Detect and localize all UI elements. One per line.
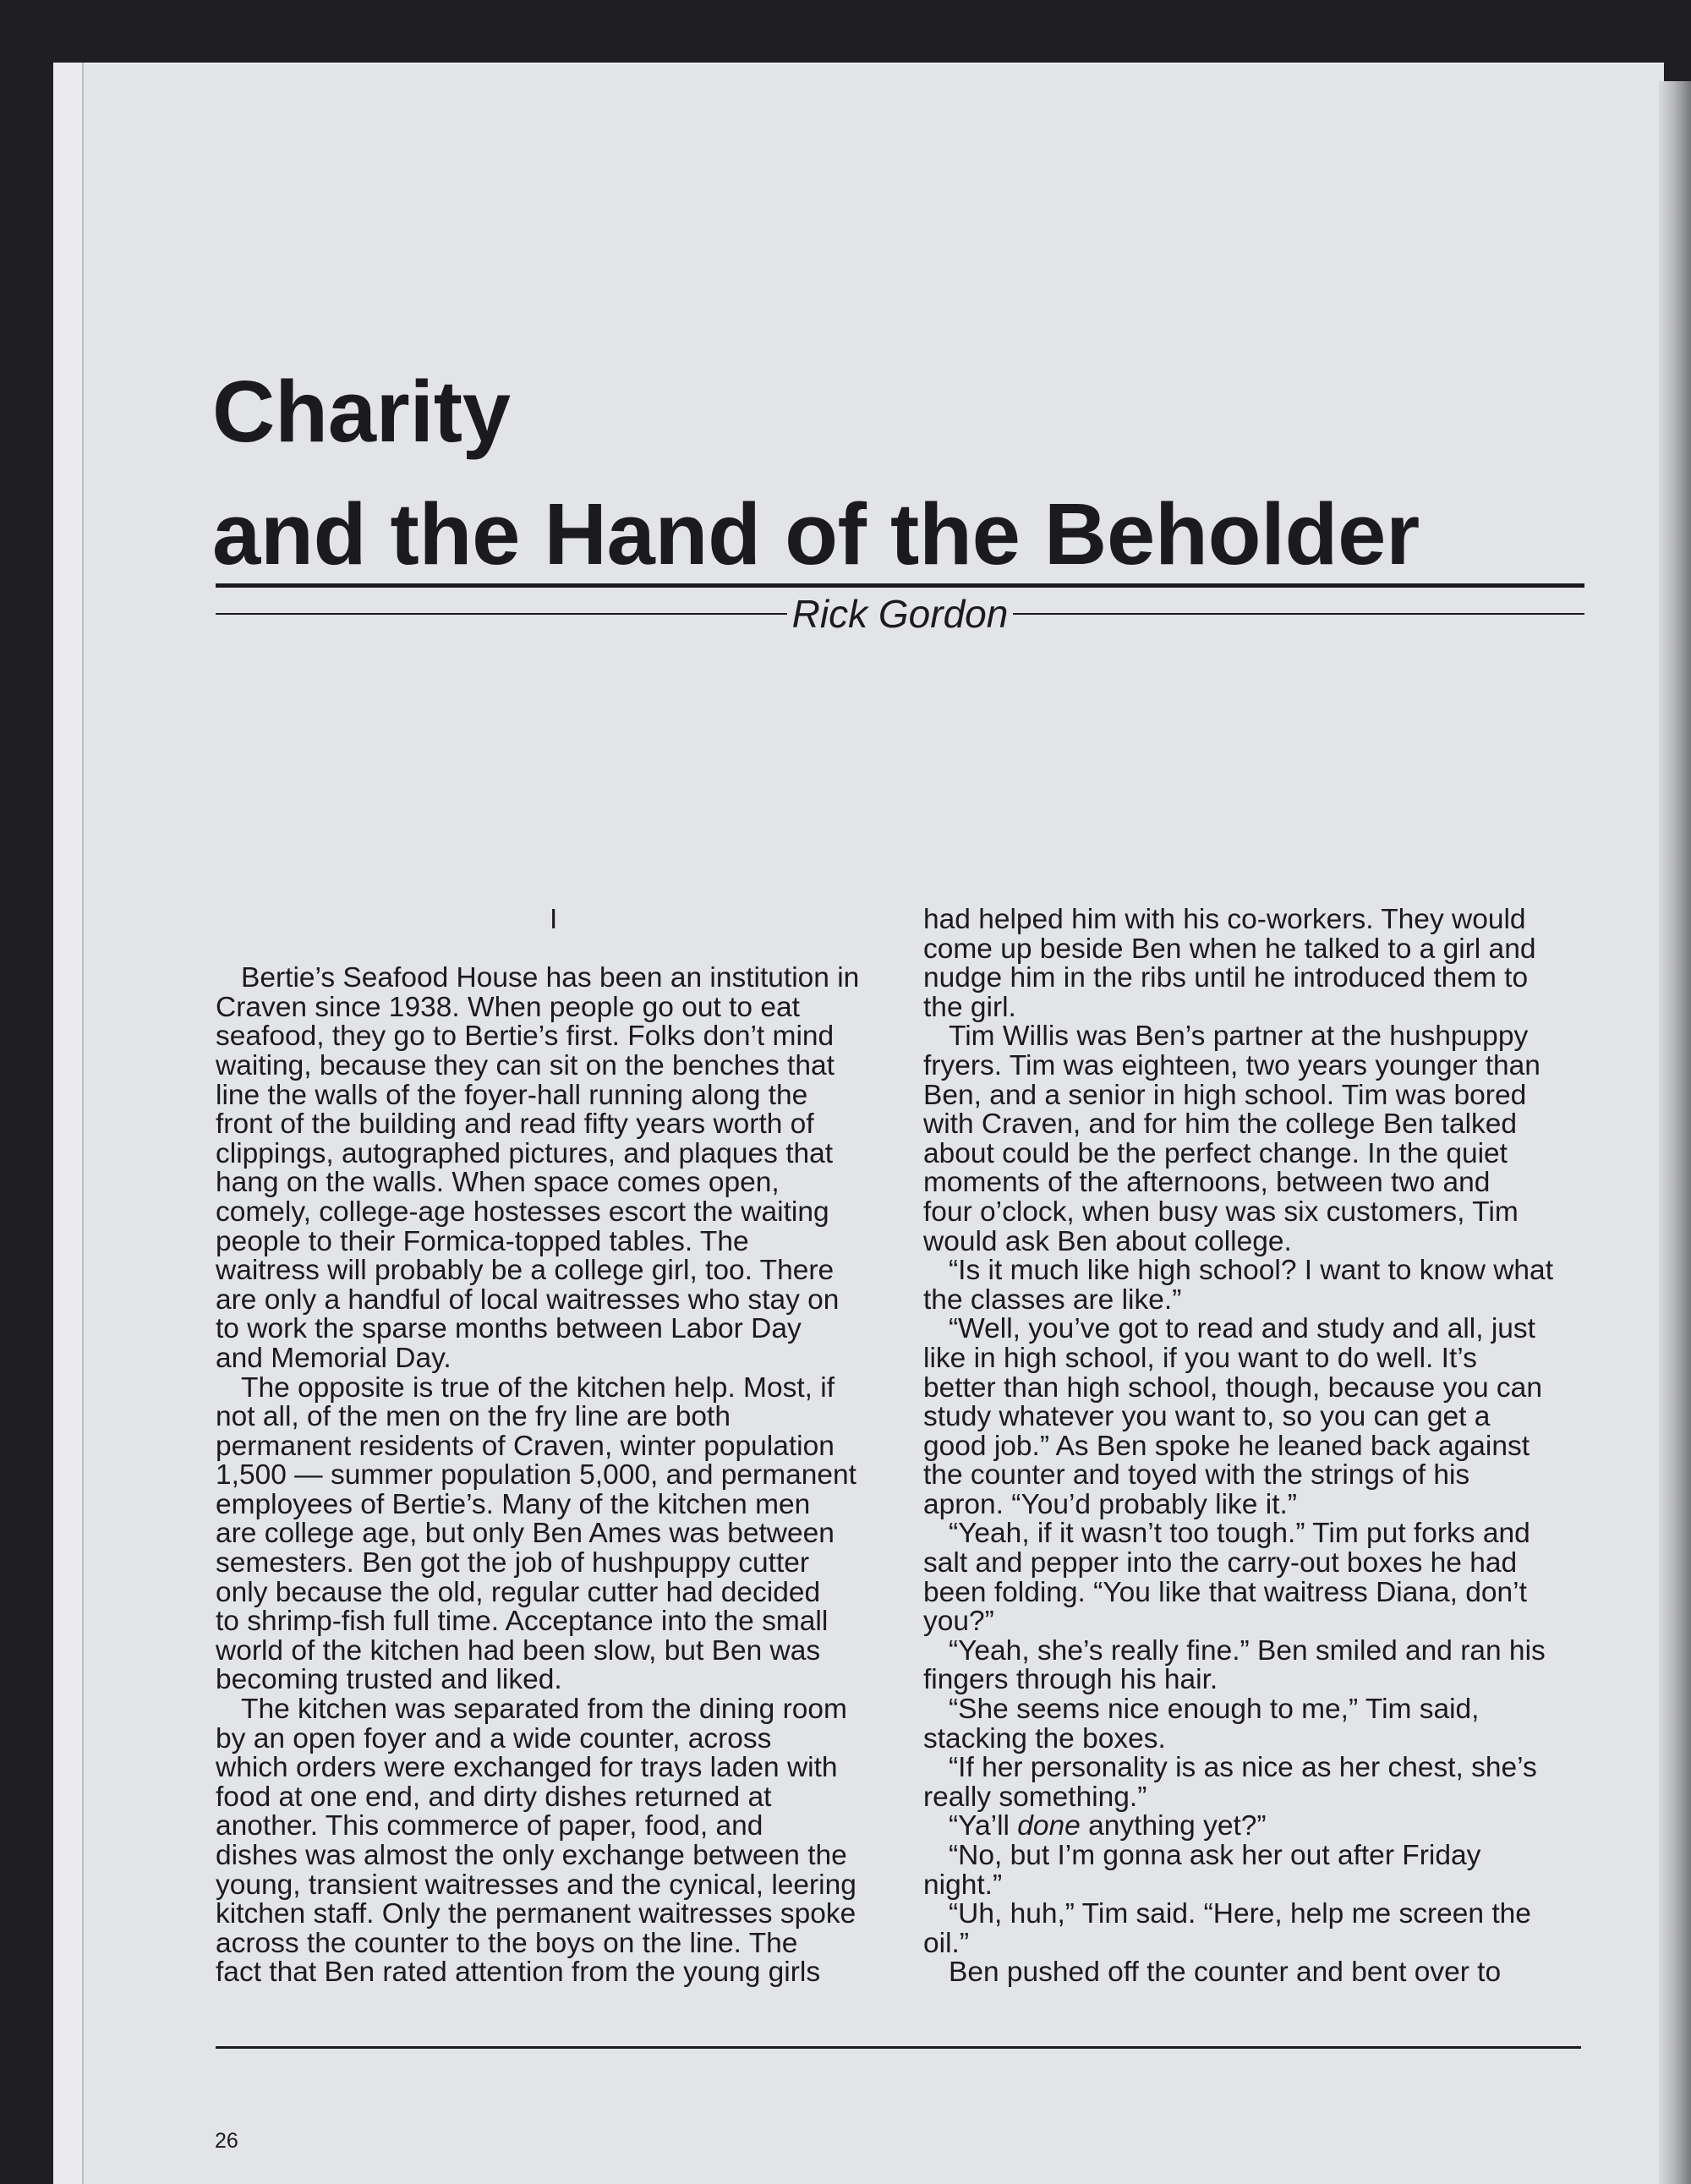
text-line: apron. “You’d probably like it.”	[923, 1488, 1297, 1520]
text-line: permanent residents of Craven, winter population	[216, 1430, 835, 1462]
byline-rule-right	[1013, 613, 1584, 615]
text-line: by an open foyer and a wide counter, across	[216, 1722, 772, 1754]
text-line: comely, college-age hostesses escort the waiting	[216, 1196, 829, 1228]
text-line: moments of the afternoons, between two and	[923, 1167, 1491, 1199]
text-line: front of the building and read fifty years worth of	[216, 1108, 814, 1141]
paragraph	[216, 1695, 875, 1988]
text-line: like in high school, if you want to do well. It’s	[923, 1342, 1477, 1374]
paragraph	[923, 1900, 1591, 1958]
text-line: good job.” As Ben spoke he leaned back against	[923, 1430, 1530, 1462]
text-line: are college age, but only Ben Ames was between	[216, 1518, 835, 1550]
text-line: employees of Bertie’s. Many of the kitchen men	[216, 1488, 811, 1520]
paragraph	[923, 1812, 1591, 1842]
text-line: four o’clock, when busy was six customers, Tim	[923, 1196, 1519, 1228]
text-line: to work the sparse months between Labor Day	[216, 1313, 802, 1345]
text-line: 1,500 — summer population 5,000, and permanent	[216, 1459, 856, 1492]
section-spacer	[216, 935, 875, 965]
text-line: Craven since 1938. When people go out to eat	[216, 991, 800, 1023]
text-line: Ben, and a senior in high school. Tim was bored	[923, 1079, 1527, 1111]
text-line: the classes are like.”	[923, 1284, 1182, 1316]
right-column-body	[923, 906, 1591, 1988]
left-column-body	[216, 964, 875, 1988]
text-line: waitress will probably be a college girl, too. There	[216, 1255, 835, 1287]
text-line: really something.”	[923, 1781, 1147, 1813]
paragraph	[923, 1695, 1591, 1754]
text-line: clippings, autographed pictures, and plaques that	[216, 1137, 834, 1169]
text-line: come up beside Ben when he talked to a girl and	[923, 933, 1536, 965]
page-gutter-shadow	[1659, 81, 1691, 2184]
text-line: fryers. Tim was eighteen, two years younger than	[923, 1049, 1541, 1081]
italic-emphasis: done	[1017, 1810, 1081, 1842]
text-line: seafood, they go to Bertie’s first. Folks don’t mind	[216, 1021, 835, 1053]
text-line: kitchen staff. Only the permanent waitresses spoke	[216, 1898, 856, 1930]
text-line: the girl.	[923, 991, 1016, 1023]
text-line: hang on the walls. When space comes open,	[216, 1167, 780, 1199]
text-line: stacking the boxes.	[923, 1722, 1166, 1754]
text-segment: “Ya’ll	[949, 1810, 1018, 1842]
text-line: nudge him in the ribs until he introduced them to	[923, 962, 1529, 994]
byline-rule-left	[216, 613, 787, 615]
paragraph	[923, 906, 1591, 1022]
paragraph	[923, 1022, 1591, 1256]
text-line: The kitchen was separated from the dining room	[241, 1694, 847, 1726]
text-line: night.”	[923, 1869, 1003, 1901]
text-line: The opposite is true of the kitchen help. Most, if	[241, 1371, 835, 1404]
text-line: line the walls of the foyer-hall running along the	[216, 1079, 808, 1111]
paragraph	[923, 1754, 1591, 1812]
text-line: another. This commerce of paper, food, and	[216, 1810, 763, 1842]
text-line: had helped him with his co-workers. They would	[923, 904, 1526, 935]
text-line: world of the kitchen had been slow, but Ben was	[216, 1634, 821, 1667]
text-line: food at one end, and dirty dishes returned at	[216, 1781, 772, 1813]
text-line: “Yeah, if it wasn’t too tough.” Tim put forks and	[949, 1518, 1530, 1550]
text-line: people to their Formica-topped tables. The	[216, 1225, 749, 1257]
paragraph	[923, 1634, 1591, 1696]
text-line: semesters. Ben got the job of hushpuppy cutter	[216, 1547, 810, 1579]
text-line: “No, but I’m gonna ask her out after Friday	[949, 1840, 1481, 1871]
author-name: Rick Gordon	[791, 592, 1009, 636]
text-line: “Well, you’ve got to read and study and all, just	[949, 1313, 1535, 1345]
text-line: and Memorial Day.	[216, 1342, 451, 1374]
text-line: not all, of the men on the fry line are both	[216, 1401, 731, 1433]
paragraph	[923, 1958, 1591, 1988]
text-line: “Uh, huh,” Tim said. “Here, help me screen the	[949, 1898, 1531, 1930]
text-line: dishes was almost the only exchange between the	[216, 1840, 847, 1871]
text-line: across the counter to the boys on the line. The	[216, 1927, 798, 1959]
text-line: young, transient waitresses and the cynical, leering	[216, 1869, 856, 1901]
footer-rule	[216, 2046, 1581, 2049]
text-line: Ben pushed off the counter and bent over to	[949, 1957, 1502, 1989]
byline	[216, 594, 1584, 634]
text-line: been folding. “You like that waitress Diana, don’t	[923, 1576, 1527, 1608]
text-line: would ask Ben about college.	[923, 1225, 1292, 1257]
text-line: you?”	[923, 1606, 994, 1638]
text-line: waiting, because they can sit on the benches that	[216, 1049, 835, 1081]
text-column-right	[923, 906, 1591, 1988]
paragraph	[923, 1842, 1591, 1900]
text-line: “If her personality is as nice as her chest, she’s	[949, 1752, 1537, 1784]
text-line: becoming trusted and liked.	[216, 1664, 562, 1696]
title-rule	[216, 583, 1584, 588]
page-number: 26	[215, 2129, 238, 2153]
text-column-left	[216, 906, 875, 1988]
text-segment: anything yet?”	[1080, 1810, 1267, 1842]
text-line	[923, 1812, 1591, 1842]
text-line: “She seems nice enough to me,” Tim said,	[949, 1694, 1480, 1726]
text-line: with Craven, and for him the college Ben talked	[923, 1108, 1518, 1141]
text-line: salt and pepper into the carry-out boxes he had	[923, 1547, 1518, 1579]
text-line: fact that Ben rated attention from the young girls	[216, 1957, 821, 1989]
text-line: “Is it much like high school? I want to know what	[949, 1255, 1553, 1287]
text-line: study whatever you want to, so you can get a	[923, 1401, 1491, 1433]
text-line: to shrimp-fish full time. Acceptance into the small	[216, 1606, 829, 1638]
paragraph	[216, 964, 875, 1373]
article-title-line-2: and the Hand of the Beholder	[212, 485, 1420, 583]
text-line: oil.”	[923, 1927, 969, 1959]
paragraph	[216, 1371, 875, 1696]
text-line: fingers through his hair.	[923, 1664, 1218, 1696]
text-line: Bertie’s Seafood House has been an institution in	[241, 962, 860, 994]
paragraph	[923, 1519, 1591, 1636]
text-line: about could be the perfect change. In the quiet	[923, 1137, 1508, 1169]
paragraph	[923, 1256, 1591, 1315]
text-line: “Yeah, she’s really fine.” Ben smiled and ran his	[949, 1634, 1546, 1667]
text-line: which orders were exchanged for trays laden with	[216, 1752, 838, 1784]
article-title-line-1: Charity	[212, 363, 511, 460]
text-line: better than high school, though, because you can	[923, 1371, 1542, 1404]
section-numeral: I	[550, 904, 558, 935]
text-line: the counter and toyed with the strings of his	[923, 1459, 1470, 1492]
paragraph	[923, 1315, 1591, 1519]
text-line: only because the old, regular cutter had decided	[216, 1576, 821, 1608]
text-line: are only a handful of local waitresses who stay on	[216, 1284, 840, 1316]
page-binding-edge	[53, 63, 84, 2184]
text-line: Tim Willis was Ben’s partner at the hushpuppy	[949, 1021, 1529, 1053]
